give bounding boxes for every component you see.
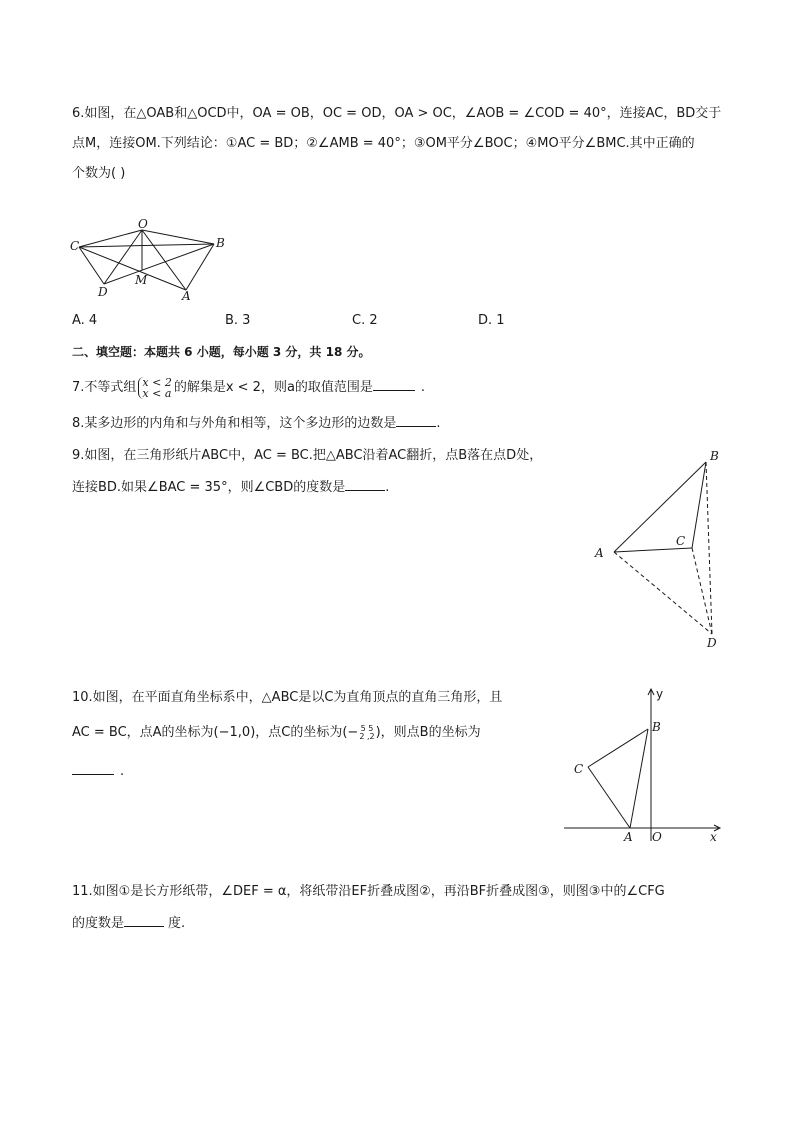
q10-label-y: y [656,687,664,701]
q7-answer-blank[interactable] [373,390,415,391]
q6-option-d: D. 1 [478,313,505,328]
q11-line-1: 11.如图①是长方形纸带，∠DEF = α，将纸带沿EF折叠成图②，再沿BF折叠成图③，则图③中的∠CFG [72,884,665,899]
q11-line-2-b: 度. [168,916,186,931]
q7-suffix: 的解集是x < 2，则a的取值范围是 [173,380,373,395]
q10-frac-den: 2 ,2 [359,731,375,741]
q10-figure [560,685,730,845]
q6-option-c: C. 2 [352,313,378,328]
q6-option-b: B. 3 [225,313,251,328]
q6-figure [66,218,236,304]
q6-label-c: C [70,239,80,253]
q11-line-2 [72,914,185,934]
q9-label-c: C [676,534,686,548]
q9-label-d: D [707,636,717,650]
q6-label-a: A [182,289,191,303]
q10-line-2 [72,723,481,743]
q7-prefix: 7.不等式组 [72,380,137,395]
q10-line-3 [72,762,124,782]
q7-system-line-1: x < 2 [142,375,172,389]
q9-label-b: B [710,449,719,463]
q9-label-a: A [595,546,604,560]
q10-label-a: A [624,830,633,844]
q6-label-m: M [135,273,148,287]
q6-option-a: A. 4 [72,313,98,328]
q10-label-o: O [652,830,662,844]
q11-answer-blank[interactable] [124,926,164,927]
q9-answer-blank[interactable] [345,490,385,491]
q6-line-2: 点M，连接OM.下列结论：①AC = BD；②∠AMB = 40°；③OM平分∠BOC；④MO平分∠BMC.其中正确的 [72,136,695,151]
q11-line-2-a: 的度数是 [72,916,125,931]
q7-line [72,376,425,400]
q7-system-line-2: x < a [142,386,172,400]
q9-line-2 [72,478,389,498]
q9-figure [588,444,728,654]
q10-line-1: 10.如图，在平面直角坐标系中，△ABC是以C为直角顶点的直角三角形，且 [72,690,503,705]
q6-label-b: B [216,236,225,250]
q10-end: . [120,764,125,779]
q10-frac-num: 5 5 [360,723,374,733]
section-2-heading: 二、填空题：本题共 6 小题，每小题 3 分，共 18 分。 [72,345,371,359]
q9-line-2-text: 连接BD.如果∠BAC = 35°，则∠CBD的度数是 [72,480,346,495]
q6-label-d: D [98,285,108,299]
q10-answer-blank[interactable] [72,774,114,775]
q8-end: . [436,416,441,431]
q8-answer-blank[interactable] [396,426,436,427]
q6-label-o: O [138,217,148,231]
q10-label-b: B [652,720,661,734]
q10-line-2-b: )，则点B的坐标为 [375,725,481,740]
q10-label-c: C [574,762,584,776]
q10-label-x: x [710,830,717,844]
q6-line-1: 6.如图，在△OAB和△OCD中，OA = OB，OC = OD，OA > OC，∠AOB = ∠COD = 40°，连接AC，BD交于 [72,106,722,121]
q10-coordinate-fraction [359,725,374,741]
q9-line-1: 9.如图，在三角形纸片ABC中，AC = BC.把△ABC沿着AC翻折，点B落在点D处， [72,448,543,463]
q6-line-3: 个数为( ) [72,166,126,181]
q8-line [72,414,441,434]
q8-text: 8.某多边形的内角和与外角和相等，这个多边形的边数是 [72,416,397,431]
q7-end: . [420,380,426,395]
q9-end: . [385,480,390,495]
q10-line-2-a: AC = BC，点A的坐标为(−1,0)，点C的坐标为(− [72,725,359,740]
q7-inequality-system [138,377,171,399]
